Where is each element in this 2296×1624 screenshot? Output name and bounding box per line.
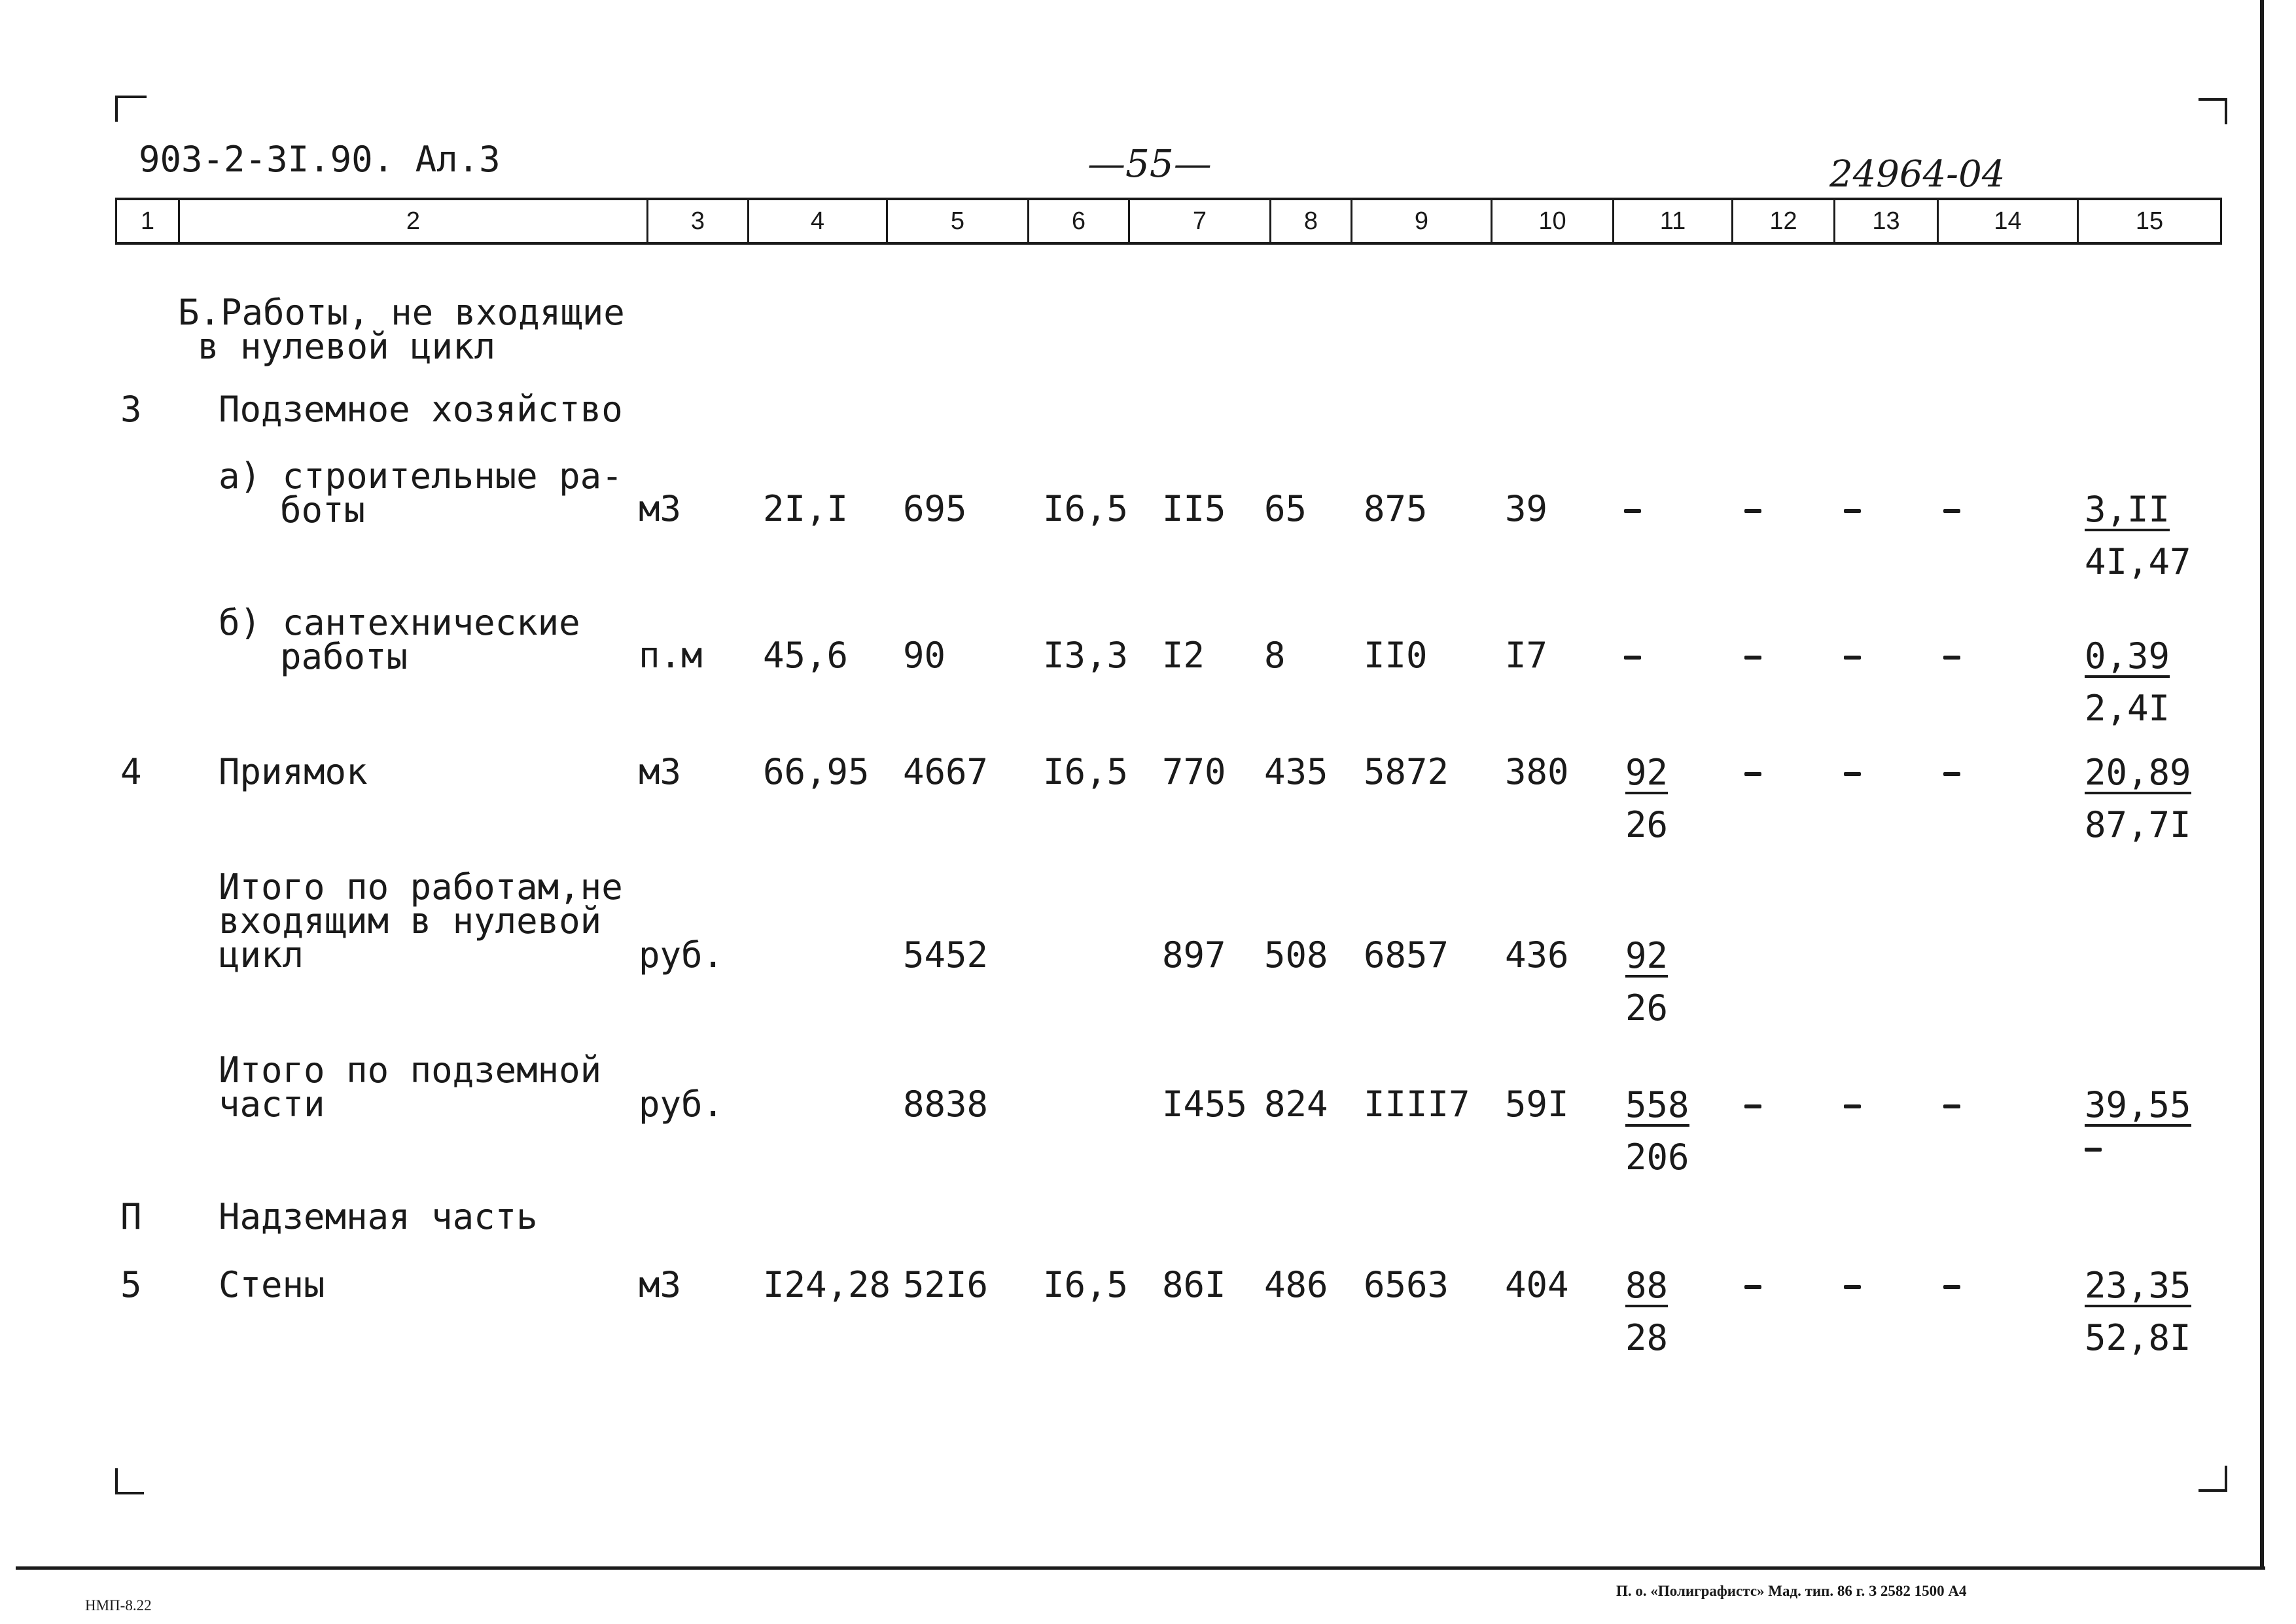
total-b-name-line-2: входящим в нулевой xyxy=(219,900,602,942)
total-underground-col15-numerator: 39,55 xyxy=(2085,1084,2191,1125)
column-header-10: 10 xyxy=(1492,199,1614,243)
row-3a-col14-dash xyxy=(1943,509,1960,513)
total-underground-col5: 8838 xyxy=(903,1084,989,1125)
column-header-7: 7 xyxy=(1129,199,1271,243)
row-5-name: Стены xyxy=(219,1264,325,1305)
section-ii-number: П xyxy=(120,1196,142,1237)
row-5-col15 xyxy=(2085,1265,2191,1358)
row-5-col5: 52I6 xyxy=(903,1264,989,1305)
row-4-col11 xyxy=(1625,752,1669,845)
total-b-name-line-3: цикл xyxy=(219,934,304,976)
row-4-col15-denominator: 87,7I xyxy=(2085,804,2191,845)
total-b-col5: 5452 xyxy=(903,934,989,976)
total-underground-col15 xyxy=(2085,1084,2191,1152)
section-b-title-line-1: Б.Работы, не входящие xyxy=(178,292,625,333)
row-3a-col15 xyxy=(2085,489,2191,582)
row-4-unit: м3 xyxy=(639,751,682,792)
row-3a-name-line-1: а) строительные ра- xyxy=(219,455,623,497)
row-3a-col5: 695 xyxy=(903,488,967,529)
column-header-15: 15 xyxy=(2078,199,2221,243)
column-header-5: 5 xyxy=(887,199,1029,243)
total-underground-col13-dash xyxy=(1844,1104,1861,1108)
column-header-8: 8 xyxy=(1271,199,1352,243)
row-3b-name-line-2: работы xyxy=(280,636,408,677)
row-4-col5: 4667 xyxy=(903,751,989,792)
row-5-col6: I6,5 xyxy=(1043,1264,1129,1305)
total-b-col8: 508 xyxy=(1264,934,1328,976)
total-b-col9: 6857 xyxy=(1364,934,1449,976)
row-3a-col6: I6,5 xyxy=(1043,488,1129,529)
total-underground-col14-dash xyxy=(1943,1104,1960,1108)
row-4-col7: 770 xyxy=(1162,751,1226,792)
column-header-1: 1 xyxy=(116,199,179,243)
row-3a-col15-numerator: 3,II xyxy=(2085,489,2170,530)
row-3a-col9: 875 xyxy=(1364,488,1428,529)
stamp-number: 24964-04 xyxy=(1829,153,2005,196)
total-underground-col10: 59I xyxy=(1505,1084,1569,1125)
row-4-col15 xyxy=(2085,752,2191,845)
row-3a-col12-dash xyxy=(1744,509,1761,513)
column-header-3: 3 xyxy=(648,199,749,243)
row-3b-col15-numerator: 0,39 xyxy=(2085,635,2170,677)
row-3b-col12-dash xyxy=(1744,656,1761,660)
row-5-col11 xyxy=(1625,1265,1669,1358)
total-underground-name-line-2: части xyxy=(219,1084,325,1125)
row-4-col13-dash xyxy=(1844,772,1861,776)
row-5-col4: I24,28 xyxy=(763,1264,891,1305)
row-3a-col10: 39 xyxy=(1505,488,1548,529)
row-3a-col15-denominator: 4I,47 xyxy=(2085,541,2191,582)
corner-mark-top-left xyxy=(115,96,147,122)
corner-mark-bottom-left xyxy=(115,1468,144,1494)
row-4-col11-denominator: 26 xyxy=(1625,804,1669,845)
corner-mark-bottom-right xyxy=(2199,1466,2227,1492)
total-underground-col15-dash xyxy=(2085,1148,2102,1152)
total-underground-name-line-1: Итого по подземной xyxy=(219,1050,602,1091)
section-ii-name: Надземная часть xyxy=(219,1196,538,1237)
row-5-col11-numerator: 88 xyxy=(1625,1265,1669,1306)
total-b-col7: 897 xyxy=(1162,934,1226,976)
row-3a-name-line-2: боты xyxy=(280,489,366,531)
row-4-number: 4 xyxy=(120,751,142,792)
column-header-14: 14 xyxy=(1938,199,2078,243)
column-header-11: 11 xyxy=(1614,199,1733,243)
row-3b-col13-dash xyxy=(1844,656,1861,660)
row-3b-col15-denominator: 2,4I xyxy=(2085,688,2170,729)
column-header-4: 4 xyxy=(749,199,887,243)
row-5-col11-denominator: 28 xyxy=(1625,1317,1669,1358)
row-3b-col7: I2 xyxy=(1162,635,1205,676)
page-number: —55— xyxy=(1087,141,1212,186)
row-3b-name xyxy=(219,602,580,677)
total-underground-col9: IIII7 xyxy=(1364,1084,1470,1125)
row-3b-col4: 45,6 xyxy=(763,635,849,676)
row-5-unit: м3 xyxy=(639,1264,682,1305)
row-5-number: 5 xyxy=(120,1264,142,1305)
row-4-col8: 435 xyxy=(1264,751,1328,792)
total-underground-col7: I455 xyxy=(1162,1084,1248,1125)
row-3b-col6: I3,3 xyxy=(1043,635,1129,676)
total-underground-col12-dash xyxy=(1744,1104,1761,1108)
row-5-col14-dash xyxy=(1943,1285,1960,1289)
row-4-col10: 380 xyxy=(1505,751,1569,792)
total-underground-unit: руб. xyxy=(639,1084,724,1125)
row-3a-col7: II5 xyxy=(1162,488,1226,529)
row-4-col12-dash xyxy=(1744,772,1761,776)
row-3b-col10: I7 xyxy=(1505,635,1548,676)
row-5-col13-dash xyxy=(1844,1285,1861,1289)
row-3a-name xyxy=(219,455,623,531)
row-3b-col14-dash xyxy=(1943,656,1960,660)
column-header-row xyxy=(115,198,2222,245)
total-underground-name xyxy=(219,1050,602,1125)
column-header-6: 6 xyxy=(1029,199,1129,243)
row-3-name: Подземное хозяйство xyxy=(219,389,623,430)
row-3a-col8: 65 xyxy=(1264,488,1307,529)
row-3a-col11-dash xyxy=(1624,509,1641,513)
column-header-9: 9 xyxy=(1352,199,1492,243)
row-4-col11-numerator: 92 xyxy=(1625,752,1669,793)
section-b-title-line-2: в нулевой цикл xyxy=(198,326,496,367)
row-5-col8: 486 xyxy=(1264,1264,1328,1305)
total-b-col10: 436 xyxy=(1505,934,1569,976)
row-3-number: 3 xyxy=(120,389,142,430)
row-3a-unit: м3 xyxy=(639,488,682,529)
total-b-col11 xyxy=(1625,935,1669,1029)
total-b-name xyxy=(219,866,623,976)
row-3b-col15 xyxy=(2085,635,2170,729)
row-3b-col5: 90 xyxy=(903,635,946,676)
total-b-unit: руб. xyxy=(639,934,724,976)
form-code: НМП-8.22 xyxy=(85,1597,152,1614)
row-5-col7: 86I xyxy=(1162,1264,1226,1305)
total-underground-col11-numerator: 558 xyxy=(1625,1084,1689,1125)
row-3b-name-line-1: б) сантехнические xyxy=(219,602,580,643)
row-4-name: Приямок xyxy=(219,751,368,792)
row-4-col6: I6,5 xyxy=(1043,751,1129,792)
row-4-col15-numerator: 20,89 xyxy=(2085,752,2191,793)
column-header-12: 12 xyxy=(1733,199,1835,243)
total-b-col11-numerator: 92 xyxy=(1625,935,1669,976)
row-3b-col9: II0 xyxy=(1364,635,1428,676)
page-edge-right-rule xyxy=(2260,0,2264,1568)
row-3a-col13-dash xyxy=(1844,509,1861,513)
row-4-col4: 66,95 xyxy=(763,751,870,792)
column-header-13: 13 xyxy=(1835,199,1938,243)
total-b-col11-denominator: 26 xyxy=(1625,987,1669,1029)
total-b-name-line-1: Итого по работам,не xyxy=(219,866,623,908)
total-underground-col8: 824 xyxy=(1264,1084,1328,1125)
total-underground-col11 xyxy=(1625,1084,1689,1178)
row-4-col9: 5872 xyxy=(1364,751,1449,792)
row-5-col12-dash xyxy=(1744,1285,1761,1289)
total-underground-col11-denominator: 206 xyxy=(1625,1137,1689,1178)
row-5-col9: 6563 xyxy=(1364,1264,1449,1305)
page-edge-bottom-rule xyxy=(16,1566,2265,1570)
column-header-2: 2 xyxy=(179,199,648,243)
row-3a-col4: 2I,I xyxy=(763,488,849,529)
section-b-title xyxy=(178,292,625,367)
row-3b-unit: п.м xyxy=(639,635,703,676)
corner-mark-top-right xyxy=(2199,98,2227,124)
row-4-col14-dash xyxy=(1943,772,1960,776)
row-5-col15-numerator: 23,35 xyxy=(2085,1265,2191,1306)
row-3b-col11-dash xyxy=(1624,656,1641,660)
row-5-col10: 404 xyxy=(1505,1264,1569,1305)
document-code: 903-2-3I.90. Ал.3 xyxy=(139,139,501,180)
row-3b-col8: 8 xyxy=(1264,635,1286,676)
row-5-col15-denominator: 52,8I xyxy=(2085,1317,2191,1358)
printer-imprint: П. о. «Полиграфистс» Мад. тип. 86 г. З 2582 1500 А4 xyxy=(1616,1583,1967,1599)
